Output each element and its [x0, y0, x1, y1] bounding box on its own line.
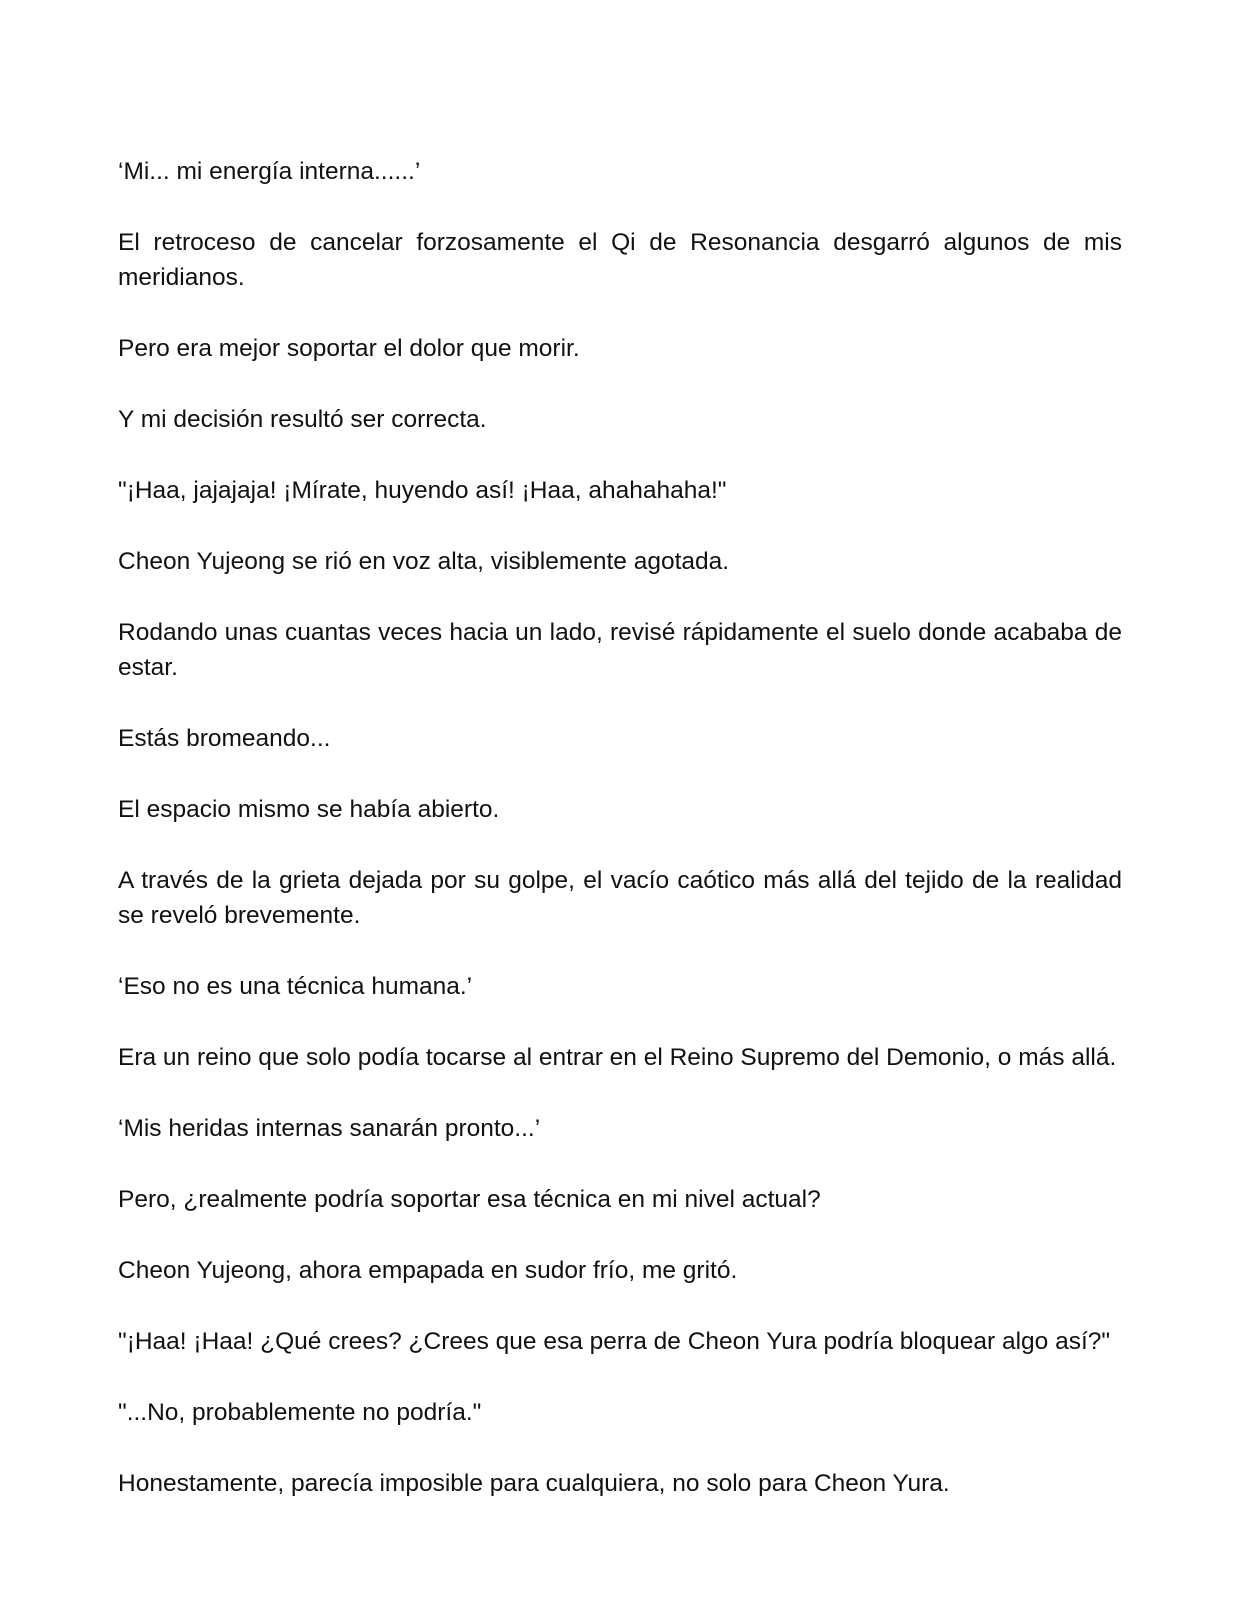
paragraph: ‘Eso no es una técnica humana.’	[118, 973, 473, 1000]
paragraph: Era un reino que solo podía tocarse al entrar en el Reino Supremo del Demonio, o más allá.	[118, 1044, 1117, 1071]
paragraph: Cheon Yujeong se rió en voz alta, visiblemente agotada.	[118, 548, 730, 575]
paragraph: Honestamente, parecía imposible para cualquiera, no solo para Cheon Yura.	[118, 1470, 950, 1497]
paragraph: Pero era mejor soportar el dolor que morir.	[118, 335, 580, 362]
paragraph: Rodando unas cuantas veces hacia un lado, revisé rápidamente el suelo donde acababa de estar.	[118, 619, 1122, 681]
paragraph: "...No, probablemente no podría."	[118, 1399, 482, 1426]
paragraph: "¡Haa, jajajaja! ¡Mírate, huyendo así! ¡Haa, ahahahaha!"	[118, 477, 727, 504]
paragraph: ‘Mi... mi energía interna......’	[118, 158, 421, 185]
paragraph: El espacio mismo se había abierto.	[118, 796, 500, 823]
paragraph: El retroceso de cancelar forzosamente el Qi de Resonancia desgarró algunos de mis meridianos.	[118, 229, 1122, 291]
body-text	[118, 154, 1122, 1501]
paragraph: Y mi decisión resultó ser correcta.	[118, 406, 487, 433]
paragraph: ‘Mis heridas internas sanarán pronto...’	[118, 1115, 541, 1142]
paragraph: Estás bromeando...	[118, 725, 331, 752]
paragraph: Pero, ¿realmente podría soportar esa técnica en mi nivel actual?	[118, 1186, 821, 1213]
paragraph: "¡Haa! ¡Haa! ¿Qué crees? ¿Crees que esa perra de Cheon Yura podría bloquear algo así?"	[118, 1328, 1111, 1355]
paragraph: A través de la grieta dejada por su golpe, el vacío caótico más allá del tejido de la realidad se reveló brevemente.	[118, 867, 1122, 929]
paragraph: Cheon Yujeong, ahora empapada en sudor frío, me gritó.	[118, 1257, 738, 1284]
